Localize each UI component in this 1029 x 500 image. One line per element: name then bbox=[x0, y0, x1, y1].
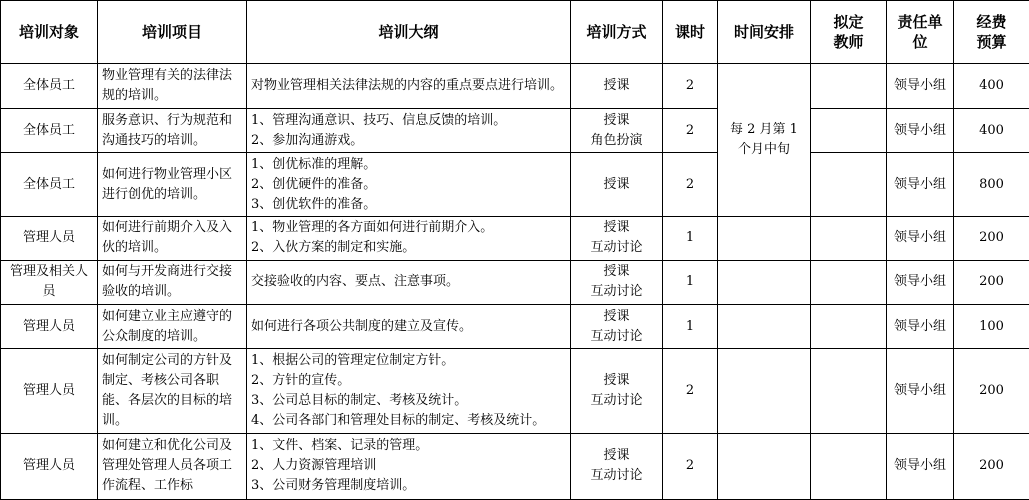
outline-line: 3、公司总目标的制定、考核及统计。 bbox=[251, 392, 468, 408]
method-line: 互动讨论 bbox=[590, 240, 643, 256]
header-unit bbox=[887, 1, 954, 64]
cell-unit: 领导小组 bbox=[887, 349, 954, 433]
cell-budget: 400 bbox=[954, 109, 1029, 153]
cell-outline bbox=[247, 433, 571, 499]
cell-project: 如何建立和优化公司及管理处管理人员各项工作流程、工作标 bbox=[98, 433, 247, 499]
cell-target: 管理人员 bbox=[1, 216, 98, 260]
cell-outline bbox=[247, 260, 571, 304]
header-budget-line2: 预算 bbox=[976, 33, 1007, 51]
outline-line: 1、管理沟通意识、技巧、信息反馈的培训。 bbox=[251, 112, 507, 128]
header-hours: 课时 bbox=[663, 1, 718, 64]
outline-line: 如何进行各项公共制度的建立及宣传。 bbox=[251, 318, 473, 334]
outline-line: 2、参加沟通游戏。 bbox=[251, 132, 364, 148]
cell-hours: 2 bbox=[663, 64, 718, 109]
table-row bbox=[1, 64, 1029, 109]
cell-teacher bbox=[811, 109, 887, 153]
header-schedule: 时间安排 bbox=[718, 1, 811, 64]
method-line: 互动讨论 bbox=[590, 468, 643, 484]
table-row bbox=[1, 349, 1029, 433]
outline-line: 2、创优硬件的准备。 bbox=[251, 176, 377, 192]
header-target: 培训对象 bbox=[1, 1, 98, 64]
method-line: 授课 bbox=[603, 78, 630, 94]
cell-target: 管理人员 bbox=[1, 305, 98, 349]
cell-project: 服务意识、行为规范和沟通技巧的培训。 bbox=[98, 109, 247, 153]
cell-budget: 200 bbox=[954, 349, 1029, 433]
cell-budget: 200 bbox=[954, 433, 1029, 499]
outline-line: 1、创优标准的理解。 bbox=[251, 156, 377, 172]
cell-method bbox=[571, 349, 663, 433]
cell-schedule bbox=[718, 433, 811, 499]
cell-teacher bbox=[811, 216, 887, 260]
cell-target: 管理及相关人员 bbox=[1, 260, 98, 304]
cell-schedule bbox=[718, 349, 811, 433]
header-budget bbox=[954, 1, 1029, 64]
cell-method bbox=[571, 216, 663, 260]
header-row bbox=[1, 1, 1029, 64]
cell-budget: 200 bbox=[954, 260, 1029, 304]
cell-hours: 1 bbox=[663, 305, 718, 349]
cell-target: 全体员工 bbox=[1, 109, 98, 153]
method-line: 授课 bbox=[603, 264, 630, 280]
table-row bbox=[1, 153, 1029, 216]
cell-target: 全体员工 bbox=[1, 153, 98, 216]
cell-schedule bbox=[718, 216, 811, 260]
header-outline: 培训大纲 bbox=[247, 1, 571, 64]
header-teacher-line2: 教师 bbox=[833, 33, 864, 51]
cell-budget: 200 bbox=[954, 216, 1029, 260]
outline-line: 4、公司各部门和管理处目标的制定、考核及统计。 bbox=[251, 412, 546, 428]
cell-method bbox=[571, 433, 663, 499]
method-line: 互动讨论 bbox=[590, 392, 643, 408]
cell-method bbox=[571, 109, 663, 153]
table-row bbox=[1, 305, 1029, 349]
header-teacher bbox=[811, 1, 887, 64]
cell-hours: 1 bbox=[663, 260, 718, 304]
cell-teacher bbox=[811, 64, 887, 109]
cell-unit: 领导小组 bbox=[887, 260, 954, 304]
cell-budget: 800 bbox=[954, 153, 1029, 216]
cell-hours: 2 bbox=[663, 349, 718, 433]
method-line: 授课 bbox=[603, 372, 630, 388]
cell-project: 如何进行物业管理小区进行创优的培训。 bbox=[98, 153, 247, 216]
method-line: 授课 bbox=[603, 308, 630, 324]
header-teacher-line1: 拟定 bbox=[833, 13, 864, 31]
cell-method bbox=[571, 305, 663, 349]
header-project: 培训项目 bbox=[98, 1, 247, 64]
method-line: 授课 bbox=[603, 112, 630, 128]
table-row bbox=[1, 216, 1029, 260]
cell-teacher bbox=[811, 305, 887, 349]
cell-schedule-merged: 每 2 月第 1 个月中旬 bbox=[718, 64, 811, 217]
cell-method bbox=[571, 153, 663, 216]
cell-outline bbox=[247, 216, 571, 260]
cell-hours: 1 bbox=[663, 216, 718, 260]
outline-line: 1、根据公司的管理定位制定方针。 bbox=[251, 352, 455, 368]
cell-method bbox=[571, 260, 663, 304]
outline-line: 3、创优软件的准备。 bbox=[251, 196, 377, 212]
cell-project: 如何与开发商进行交接验收的培训。 bbox=[98, 260, 247, 304]
method-line: 角色扮演 bbox=[590, 132, 643, 148]
method-line: 授课 bbox=[603, 448, 630, 464]
table-row bbox=[1, 433, 1029, 499]
cell-teacher bbox=[811, 260, 887, 304]
cell-unit: 领导小组 bbox=[887, 433, 954, 499]
header-budget-line1: 经费 bbox=[976, 13, 1007, 31]
cell-schedule bbox=[718, 260, 811, 304]
cell-teacher bbox=[811, 349, 887, 433]
cell-hours: 2 bbox=[663, 153, 718, 216]
cell-unit: 领导小组 bbox=[887, 216, 954, 260]
cell-outline bbox=[247, 109, 571, 153]
outline-line: 对物业管理相关法律法规的内容的重点要点进行培训。 bbox=[251, 78, 564, 94]
cell-teacher bbox=[811, 153, 887, 216]
header-method: 培训方式 bbox=[571, 1, 663, 64]
cell-project: 如何进行前期介入及入伙的培训。 bbox=[98, 216, 247, 260]
cell-project: 如何建立业主应遵守的公众制度的培训。 bbox=[98, 305, 247, 349]
method-line: 授课 bbox=[603, 176, 630, 192]
cell-unit: 领导小组 bbox=[887, 64, 954, 109]
cell-hours: 2 bbox=[663, 109, 718, 153]
cell-schedule bbox=[718, 305, 811, 349]
outline-line: 2、方针的宣传。 bbox=[251, 372, 351, 388]
outline-line: 3、公司财务管理制度培训。 bbox=[251, 478, 416, 494]
cell-target: 管理人员 bbox=[1, 349, 98, 433]
method-line: 互动讨论 bbox=[590, 328, 643, 344]
cell-hours: 2 bbox=[663, 433, 718, 499]
cell-project: 物业管理有关的法律法规的培训。 bbox=[98, 64, 247, 109]
table-row bbox=[1, 260, 1029, 304]
cell-outline bbox=[247, 349, 571, 433]
method-line: 互动讨论 bbox=[590, 284, 643, 300]
cell-method bbox=[571, 64, 663, 109]
cell-outline bbox=[247, 64, 571, 109]
cell-target: 管理人员 bbox=[1, 433, 98, 499]
outline-line: 2、入伙方案的制定和实施。 bbox=[251, 240, 416, 256]
cell-outline bbox=[247, 305, 571, 349]
outline-line: 1、物业管理的各方面如何进行前期介入。 bbox=[251, 220, 494, 236]
cell-target: 全体员工 bbox=[1, 64, 98, 109]
outline-line: 交接验收的内容、要点、注意事项。 bbox=[251, 274, 460, 290]
cell-unit: 领导小组 bbox=[887, 153, 954, 216]
cell-budget: 400 bbox=[954, 64, 1029, 109]
table-row bbox=[1, 109, 1029, 153]
cell-project: 如何制定公司的方针及制定、考核公司各职能、各层次的目标的培训。 bbox=[98, 349, 247, 433]
cell-budget: 100 bbox=[954, 305, 1029, 349]
outline-line: 1、文件、档案、记录的管理。 bbox=[251, 438, 429, 454]
cell-teacher bbox=[811, 433, 887, 499]
outline-line: 2、人力资源管理培训 bbox=[251, 458, 377, 474]
header-unit-line2: 位 bbox=[912, 33, 928, 51]
header-unit-line1: 责任单 bbox=[897, 13, 943, 31]
cell-unit: 领导小组 bbox=[887, 305, 954, 349]
cell-outline bbox=[247, 153, 571, 216]
cell-unit: 领导小组 bbox=[887, 109, 954, 153]
method-line: 授课 bbox=[603, 220, 630, 236]
